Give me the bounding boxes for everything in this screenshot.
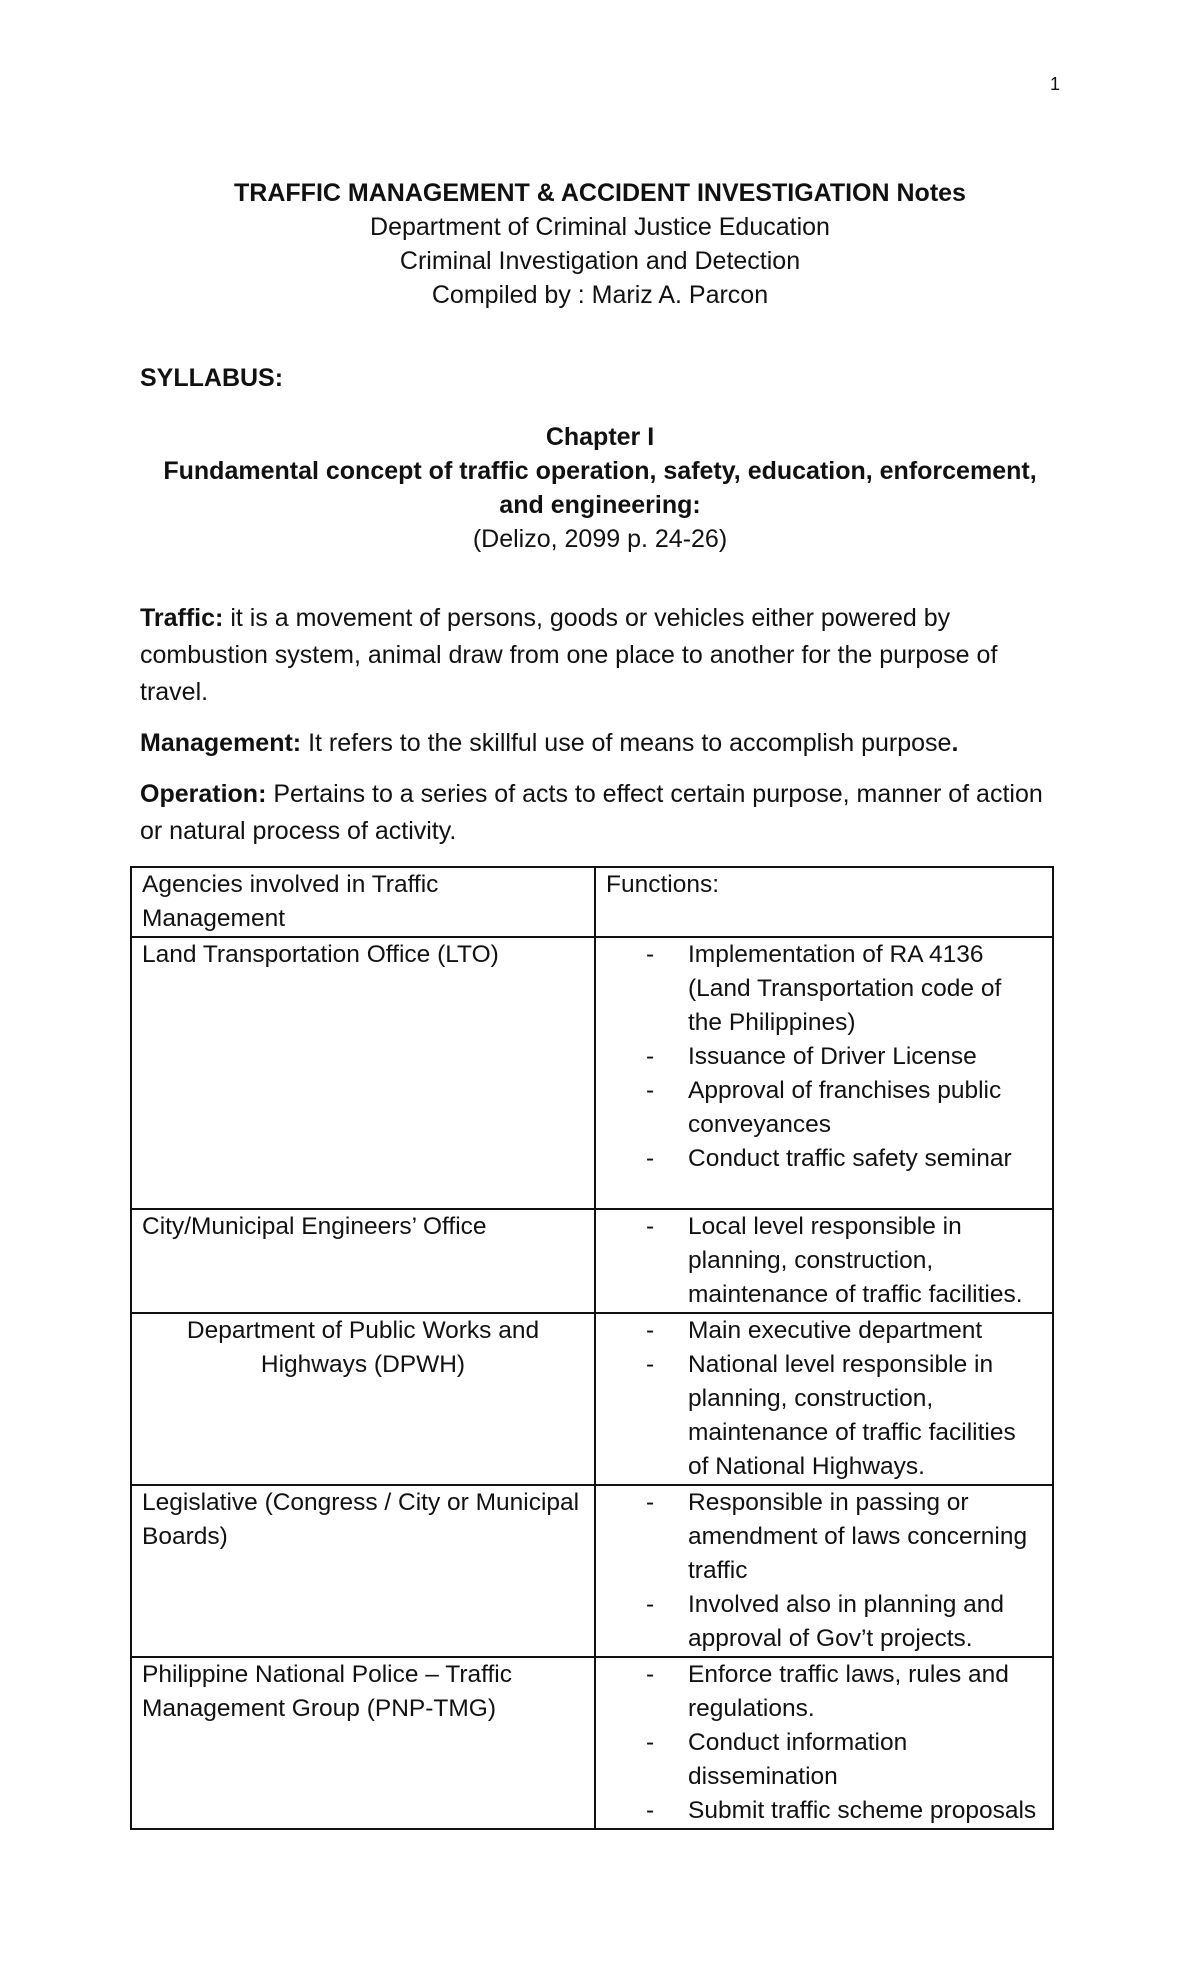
table-row bbox=[131, 1657, 1053, 1829]
agency-cell: Land Transportation Office (LTO) bbox=[131, 937, 595, 1209]
chapter-heading bbox=[140, 420, 1060, 556]
function-item: - Main executive department bbox=[646, 1314, 1042, 1348]
agency-cell: Legislative (Congress / City or Municipal Boards) bbox=[131, 1485, 595, 1657]
definition-operation bbox=[140, 776, 1065, 850]
agency-cell: Philippine National Police – Traffic Management Group (PNP-TMG) bbox=[131, 1657, 595, 1829]
function-item: - Submit traffic scheme proposals bbox=[646, 1794, 1042, 1828]
definition-term: Traffic: bbox=[140, 604, 224, 632]
definition-management bbox=[140, 725, 1065, 762]
function-item: - Approval of franchises public conveyances bbox=[646, 1074, 1042, 1142]
functions-cell bbox=[595, 937, 1053, 1209]
agency-cell: City/Municipal Engineers’ Office bbox=[131, 1209, 595, 1313]
agencies-table bbox=[130, 866, 1054, 1830]
definition-term: Management: bbox=[140, 729, 302, 757]
chapter-number: Chapter I bbox=[545, 423, 655, 451]
subject-line: Criminal Investigation and Detection bbox=[399, 247, 801, 275]
definition-traffic bbox=[140, 600, 1065, 711]
function-item: - Issuance of Driver License bbox=[646, 1040, 1042, 1074]
function-item: - Local level responsible in planning, construction, maintenance of traffic facilities. bbox=[646, 1210, 1042, 1312]
department-line: Department of Criminal Justice Education bbox=[370, 213, 830, 241]
document-header bbox=[0, 176, 1200, 312]
chapter-title: Fundamental concept of traffic operation, safety, education, enforcement, and engineering: bbox=[163, 457, 1037, 519]
functions-cell bbox=[595, 1313, 1053, 1485]
table-row bbox=[131, 1313, 1053, 1485]
table-row bbox=[131, 1209, 1053, 1313]
definition-text: It refers to the skillful use of means to accomplish purpose bbox=[308, 729, 952, 757]
definitions-section bbox=[140, 600, 1065, 864]
chapter-citation: (Delizo, 2099 p. 24-26) bbox=[472, 525, 728, 553]
table-row bbox=[131, 937, 1053, 1209]
functions-cell bbox=[595, 1485, 1053, 1657]
agency-cell: Department of Public Works and Highways (DPWH) bbox=[131, 1313, 595, 1485]
function-item: - Enforce traffic laws, rules and regulations. bbox=[646, 1658, 1042, 1726]
table-header-row bbox=[131, 867, 1053, 937]
syllabus-heading: SYLLABUS: bbox=[140, 364, 284, 392]
table-row bbox=[131, 1485, 1053, 1657]
function-item: - Responsible in passing or amendment of laws concerning traffic bbox=[646, 1486, 1042, 1588]
definition-text: Pertains to a series of acts to effect certain purpose, manner of action or natural process of activity. bbox=[140, 780, 1043, 845]
function-item: - Conduct traffic safety seminar bbox=[646, 1142, 1042, 1176]
definition-term: Operation: bbox=[140, 780, 267, 808]
document-title: TRAFFIC MANAGEMENT & ACCIDENT INVESTIGATION Notes bbox=[234, 179, 966, 207]
header-functions: Functions: bbox=[595, 867, 1053, 937]
functions-cell bbox=[595, 1209, 1053, 1313]
function-item: - Implementation of RA 4136 (Land Transportation code of the Philippines) bbox=[646, 938, 1042, 1040]
functions-cell bbox=[595, 1657, 1053, 1829]
function-item: - National level responsible in planning, construction, maintenance of traffic facilities of National Highways. bbox=[646, 1348, 1042, 1484]
definition-text: it is a movement of persons, goods or vehicles either powered by combustion system, animal draw from one place to another for the purpose of travel. bbox=[140, 604, 998, 706]
header-agencies: Agencies involved in Traffic Management bbox=[131, 867, 595, 937]
page-number: 1 bbox=[1050, 74, 1061, 94]
function-item: - Involved also in planning and approval of Gov’t projects. bbox=[646, 1588, 1042, 1656]
function-item: - Conduct information dissemination bbox=[646, 1726, 1042, 1794]
definition-suffix: . bbox=[951, 729, 959, 757]
compiled-by-line: Compiled by : Mariz A. Parcon bbox=[431, 281, 769, 309]
